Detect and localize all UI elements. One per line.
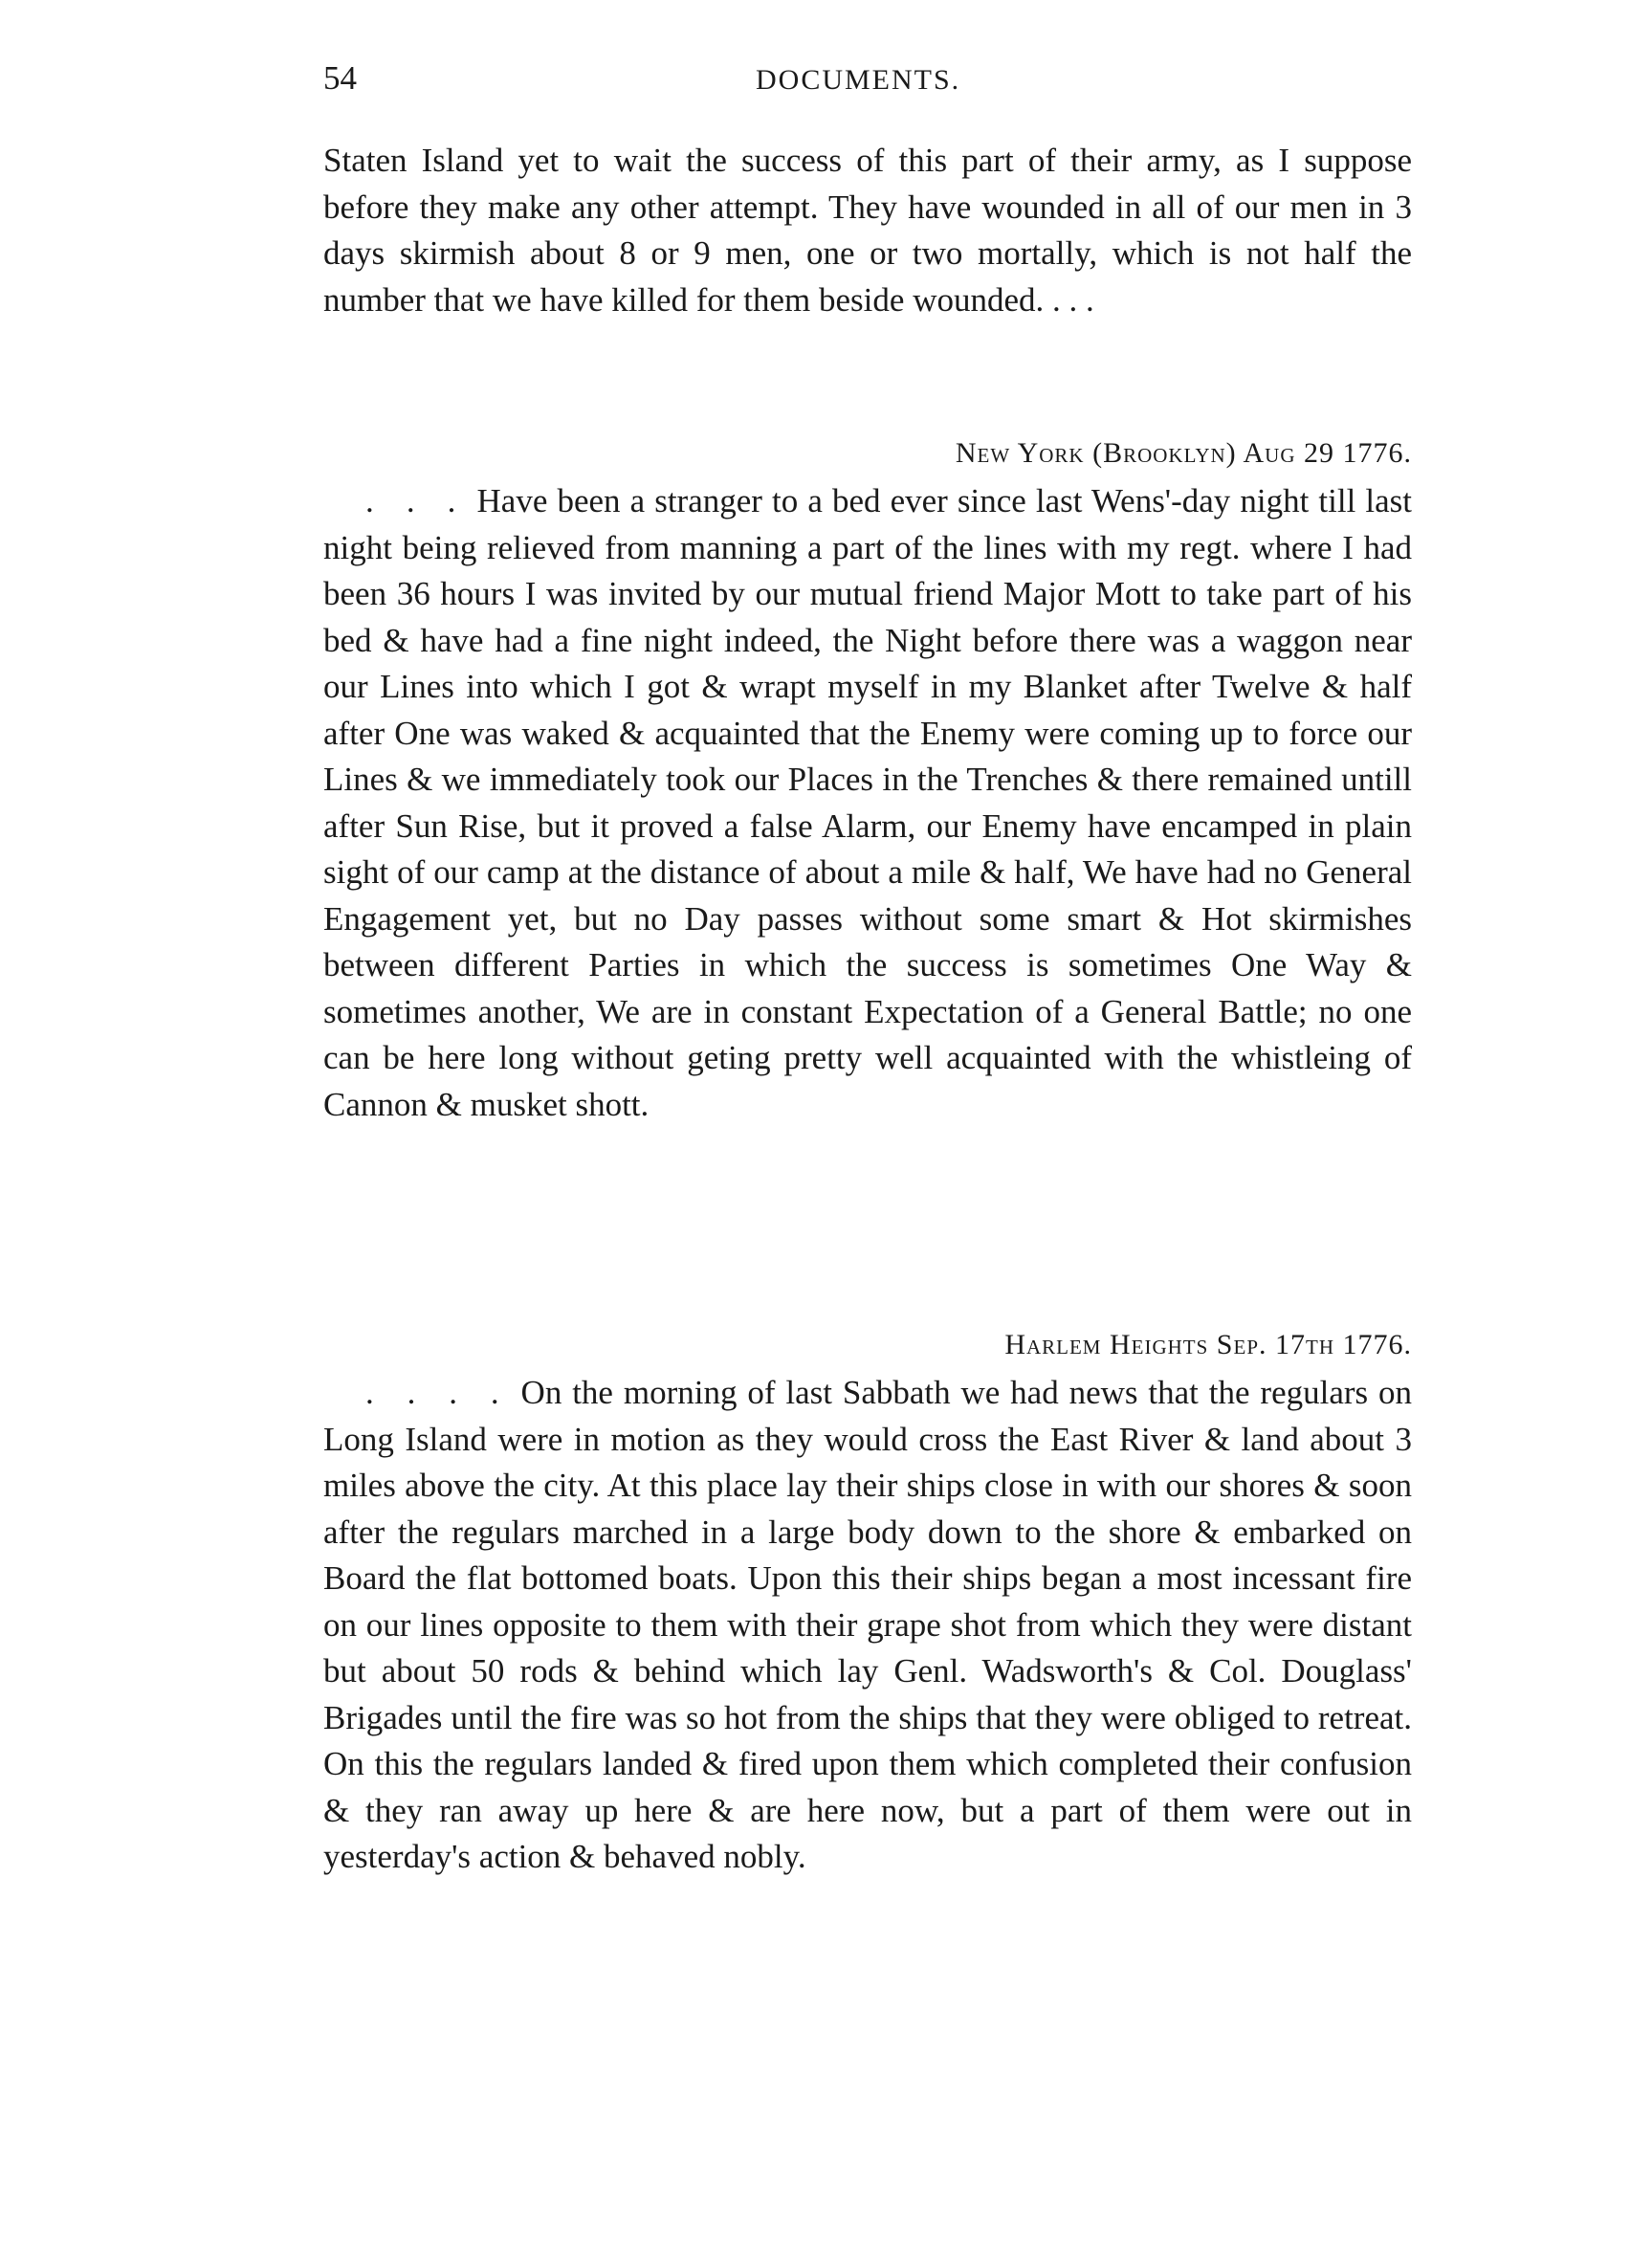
letter-2-dateline: New York (Brooklyn) Aug 29 1776. — [955, 437, 1412, 469]
letter-2-body — [323, 478, 1412, 1128]
letter-3-ellipsis: . . . . — [365, 1374, 511, 1411]
letter-fragment-3 — [323, 1326, 1412, 1881]
letter-fragment-1 — [323, 138, 1412, 323]
running-head: DOCUMENTS. — [756, 64, 961, 96]
page-number: 54 — [323, 59, 357, 97]
letter-3-dateline: Harlem Heights Sep. 17th 1776. — [1004, 1329, 1412, 1360]
letter-fragment-2 — [323, 434, 1412, 1128]
letter-2-text: Have been a stranger to a bed ever since last Wens'-day night till last night being relieved from manning a part of the lines with my regt. where I had been 36 hours I was invited by our mutual friend Major Mott to take part of his bed & have had a fine night indeed, the Night before there was a waggon near our Lines into which I got & wrapt myself in my Blanket after Twelve & half after One was waked & acquainted that the Enemy were coming up to force our Lines & we immediately took our Places in the Trenches & there remained untill after Sun Rise, but it proved a false Alarm, our Enemy have encamped in plain sight of our camp at the distance of about a mile & half, We have had no General Engagement yet, but no Day passes without some smart & Hot skirmishes between different Parties in which the success is sometimes One Way & sometimes another, We are in constant Expectation of a General Battle; no one can be here long without geting pretty well acquainted with the whistleing of Cannon & musket shott. — [323, 482, 1413, 1123]
letter-3-body — [323, 1370, 1412, 1881]
letter-1-text: Staten Island yet to wait the success of this part of their army, as I suppose before they make any other attempt. They have wounded in all of our men in 3 days skirmish about 8 or 9 men, one or two mortally, which is not half the number that we have killed for them beside wounded. . . . — [323, 142, 1412, 319]
letter-3-text: On the morning of last Sabbath we had news that the regulars on Long Island were in motion as they would cross the East River & land about 3 miles above the city. At this place lay their ships close in with our shores & soon after the regulars marched in a large body down to the shore & embarked on Board the flat bottomed boats. Upon this their ships began a most incessant fire on our lines opposite to them with their grape shot from which they were distant but about 50 rods & behind which lay Genl. Wadsworth's & Col. Douglass' Brigades until the fire was so hot from the ships that they were obliged to retreat. On this the regulars landed & fired upon them which completed their confusion & they ran away up here & are here now, but a part of them were out in yesterday's action & behaved nobly. — [323, 1374, 1413, 1875]
letter-2-ellipsis: . . . — [365, 482, 468, 519]
